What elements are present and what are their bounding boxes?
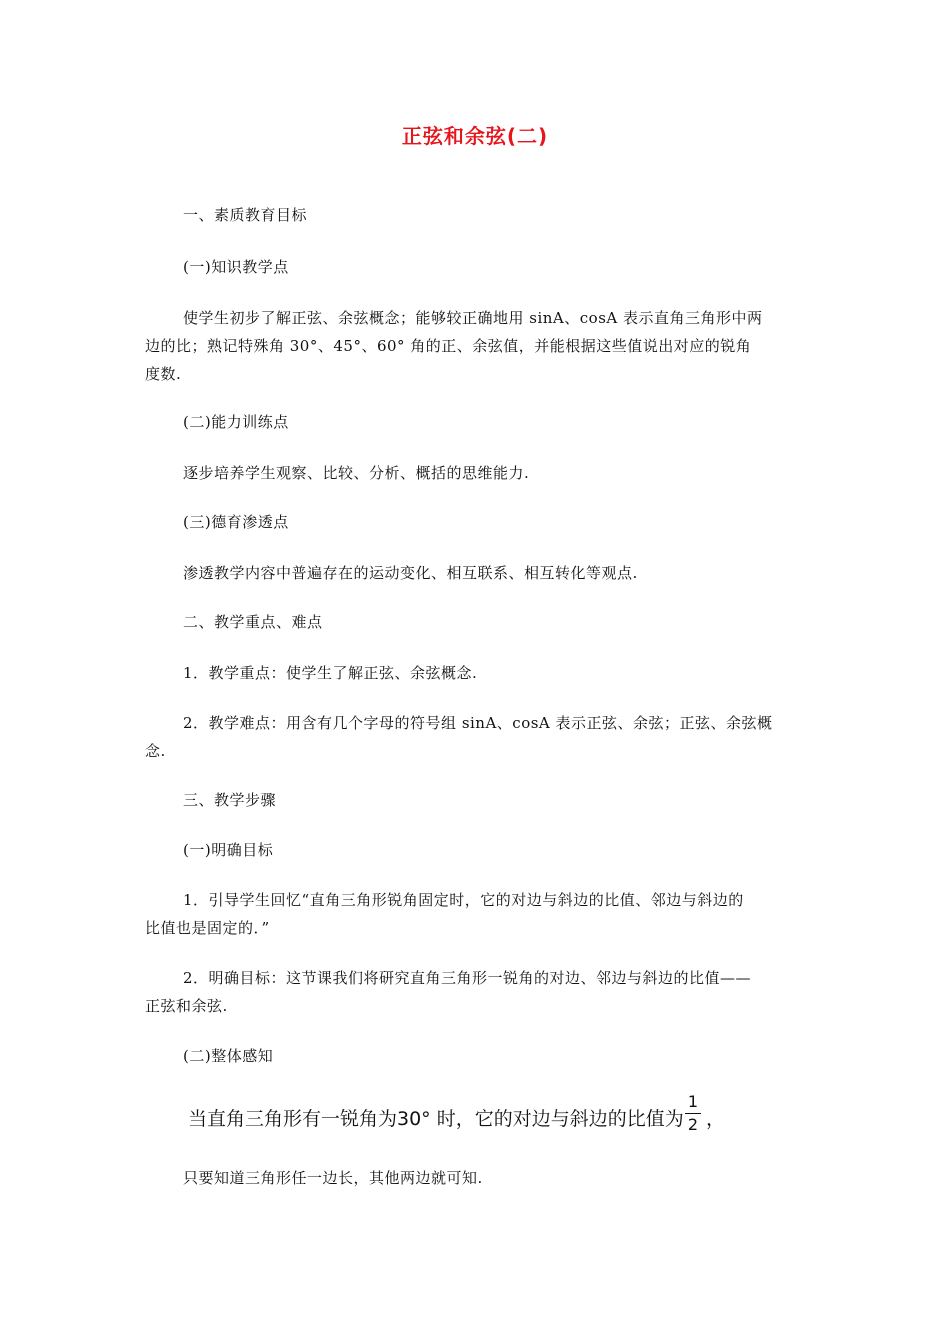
paragraph-line: 度数. <box>145 365 182 383</box>
formula-trail: ， <box>706 1108 726 1130</box>
paragraph-line: 比值也是固定的．” <box>145 919 270 937</box>
subsection-heading: (一)明确目标 <box>183 841 274 859</box>
fraction-denominator: 2 <box>687 1115 699 1134</box>
subsection-heading: (一)知识教学点 <box>183 258 289 276</box>
fraction <box>685 1092 701 1135</box>
paragraph-line: 2．教学难点：用含有几个字母的符号组 sinA、cosA 表示正弦、余弦；正弦、余弦概 <box>183 714 773 732</box>
fraction-numerator: 1 <box>687 1092 699 1111</box>
paragraph-line: 边的比；熟记特殊角 30°、45°、60° 角的正、余弦值，并能根据这些值说出对应的锐角 <box>145 337 752 355</box>
paragraph-line: 只要知道三角形任一边长，其他两边就可知. <box>183 1169 483 1187</box>
paragraph-line: 渗透教学内容中普遍存在的运动变化、相互联系、相互转化等观点. <box>183 564 638 582</box>
formula-text: 当直角三角形有一锐角为30° 时，它的对边与斜边的比值为 <box>188 1108 684 1130</box>
subsection-heading: (二)整体感知 <box>183 1047 274 1065</box>
section-heading-3: 三、教学步骤 <box>183 791 277 809</box>
paragraph-line: 1．引导学生回忆“直角三角形锐角固定时，它的对边与斜边的比值、邻边与斜边的 <box>183 891 744 909</box>
paragraph-line: 使学生初步了解正弦、余弦概念；能够较正确地用 sinA、cosA 表示直角三角形中两 <box>183 309 763 327</box>
section-heading-2: 二、教学重点、难点 <box>183 613 323 631</box>
section-heading-1: 一、素质教育目标 <box>183 206 308 224</box>
paragraph-line: 念. <box>145 742 166 760</box>
paragraph-line: 1．教学重点：使学生了解正弦、余弦概念. <box>183 664 478 682</box>
paragraph-line: 2．明确目标：这节课我们将研究直角三角形一锐角的对边、邻边与斜边的比值—— <box>183 969 752 987</box>
subsection-heading: (二)能力训练点 <box>183 413 289 431</box>
subsection-heading: (三)德育渗透点 <box>183 513 289 531</box>
page-title: 正弦和余弦(二) <box>401 124 549 148</box>
paragraph-line: 正弦和余弦. <box>145 997 228 1015</box>
fraction-bar <box>685 1113 701 1114</box>
paragraph-line: 逐步培养学生观察、比较、分析、概括的思维能力. <box>183 464 530 482</box>
